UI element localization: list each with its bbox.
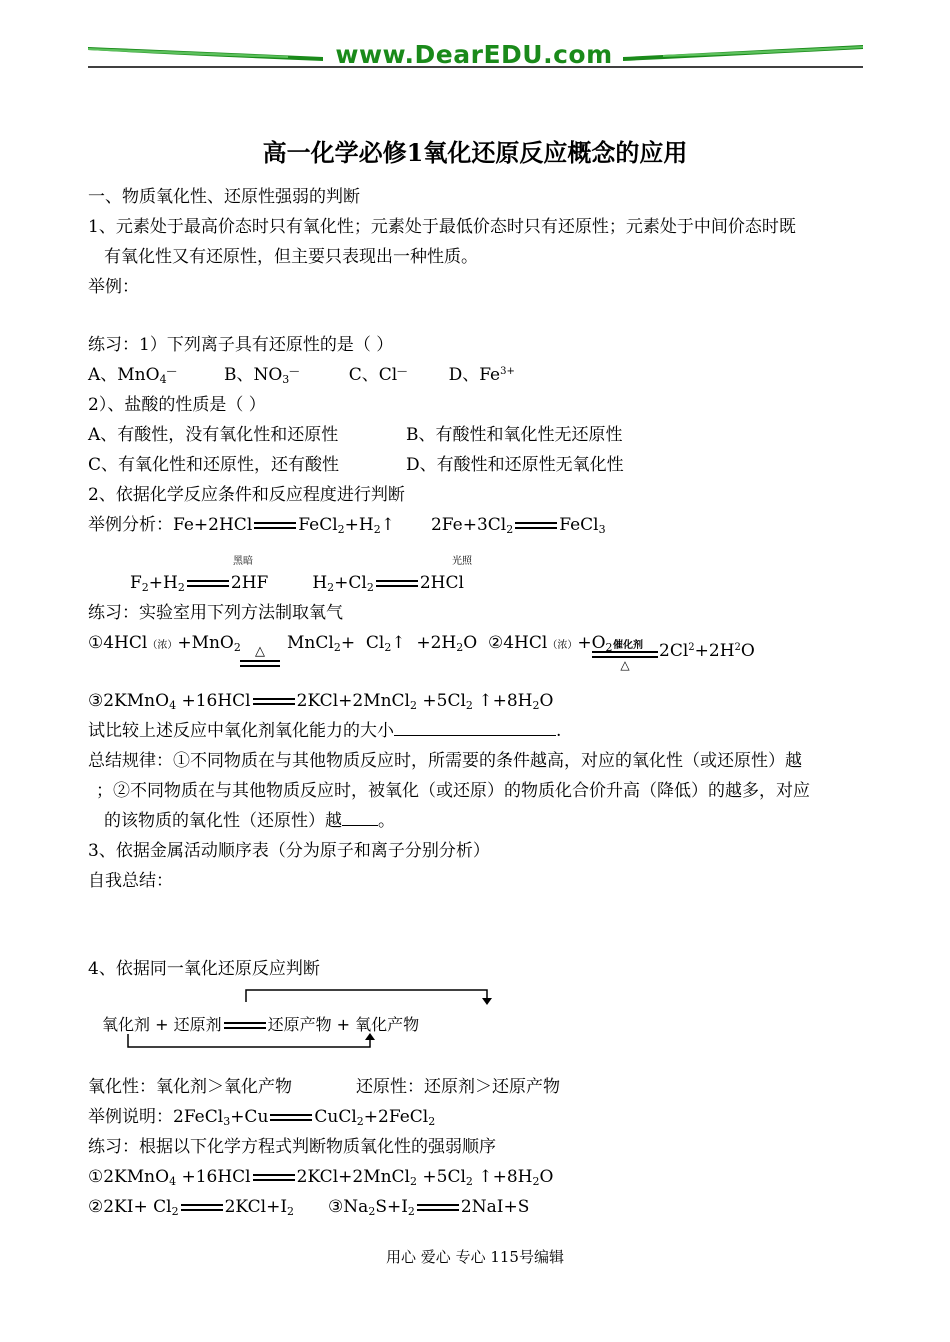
summary-rule-line-1: 总结规律：①不同物质在与其他物质反应时，所需要的条件越高，对应的氧化性（或还原性）越 — [88, 751, 802, 771]
equals-sign-2 — [592, 651, 658, 658]
page-footer: 用心 爱心 专心 115号编辑 — [386, 1248, 564, 1266]
option-b: B、$NO_3^—$ — [223, 365, 300, 386]
example-explanation: 举例说明：2FeCl$_3$+Cu CuCl$_2$+2FeCl$_2$ — [88, 1107, 436, 1128]
practice-reaction-1: ①2KMnO$_4$ +16HCl 2KCl+2MnCl$_2$ $+5Cl_2$ $↑+8H_2O$ — [88, 1167, 554, 1188]
section-4-heading: 4、依据同一氧化还原反应判断 — [88, 959, 320, 979]
self-summary-label: 自我总结： — [88, 871, 173, 891]
reaction-1-2: ①4HCl（浓）+MnO$_2$ — [88, 633, 241, 654]
section-2-heading: 2、依据化学反应条件和反应程度进行判断 — [88, 485, 405, 505]
summary-rule-line-3: 的该物质的氧化性（还原性）越 。 — [104, 811, 395, 831]
reaction-f2-h2: $F_2+H_2$ 2HF $H_2+Cl_2$ 2HCl — [130, 573, 464, 594]
option-c: C、Cl— — [348, 365, 408, 385]
exercise-2-option-c: C、有氧化性和还原性，还有酸性 — [88, 455, 340, 475]
condition-light: 光照 — [452, 556, 472, 567]
equals-sign-1 — [240, 660, 280, 667]
practice-oxygen: 练习：实验室用下列方法制取氧气 — [88, 603, 343, 623]
redox-general-equation: 氧化剂 + 还原剂 还原产物 + 氧化产物 — [102, 1015, 420, 1034]
exercise-1-options — [88, 364, 515, 386]
oxidizing-rule: 氧化性：氧化剂＞氧化产物 — [88, 1077, 292, 1097]
option-a: A、MnO$_4$— — [88, 365, 177, 386]
practice-strength: 练习：根据以下化学方程式判断物质氧化性的强弱顺序 — [88, 1137, 496, 1157]
exercise-2-option-d: D、有酸性和还原性无氧化性 — [406, 455, 624, 475]
example-label: 举例： — [88, 277, 139, 297]
page-title: 高一化学必修1氧化还原反应概念的应用 — [262, 138, 688, 167]
rule-1-text-cont: 有氧化性又有还原性，但主要只表现出一种性质。 — [104, 247, 478, 267]
site-logo-text: www.DearEDU.com — [335, 40, 613, 69]
reaction-2-products: $2Cl^2+2H^2O$ — [659, 641, 755, 661]
compare-question: 试比较上述反应中氧化剂氧化能力的大小 . — [88, 721, 562, 741]
option-d: D、$Fe^{3+}$ — [448, 365, 515, 385]
reaction-1-products: MnCl$_2$+ $Cl_2↑ +2H_2O$ ②4HCl（浓）$+O_2$ — [287, 633, 613, 654]
exercise-1-question: 练习：1）下列离子具有还原性的是（ ） — [88, 335, 394, 355]
section-3-heading: 3、依据金属活动顺序表（分为原子和离子分别分析） — [88, 841, 490, 861]
summary-rule-line-2: ；②不同物质在与其他物质反应时，被氧化（或还原）的物质化合价升高（降低）的越多，对应 — [96, 781, 810, 801]
section-1-heading: 一、物质氧化性、还原性强弱的判断 — [88, 187, 360, 207]
condition-dark: 黑暗 — [233, 556, 253, 567]
heat-symbol-1: △ — [255, 644, 265, 659]
rule-1-text: 1、元素处于最高价态时只有氧化性；元素处于最低价态时只有还原性；元素处于中间价态时既 — [88, 217, 796, 237]
site-header — [88, 40, 863, 70]
practice-reaction-2-3: ②2KI+ $Cl_2$ $2KCl+I_2$ $③Na_2S+I_2$ 2NaI+S — [88, 1197, 530, 1218]
example-analysis: 举例分析：Fe+2HCl $FeCl_2+H_2↑$ $2Fe+3Cl_2$ FeCl$_3$ — [88, 515, 606, 536]
reducing-rule: 还原性：还原剂＞还原产物 — [356, 1077, 560, 1097]
catalyst-label: 催化剂 — [613, 640, 643, 651]
exercise-2-option-a: A、有酸性，没有氧化性和还原性 — [88, 425, 339, 445]
heat-symbol-2: △ — [620, 658, 630, 672]
exercise-2-option-b: B、有酸性和氧化性无还原性 — [406, 425, 623, 445]
reaction-3: ③2KMnO$_4$ +16HCl 2KCl+2MnCl$_2$ $+5Cl_2$ $↑+8H_2O$ — [88, 691, 554, 712]
exercise-2-question: 2）、盐酸的性质是（ ） — [88, 395, 266, 415]
